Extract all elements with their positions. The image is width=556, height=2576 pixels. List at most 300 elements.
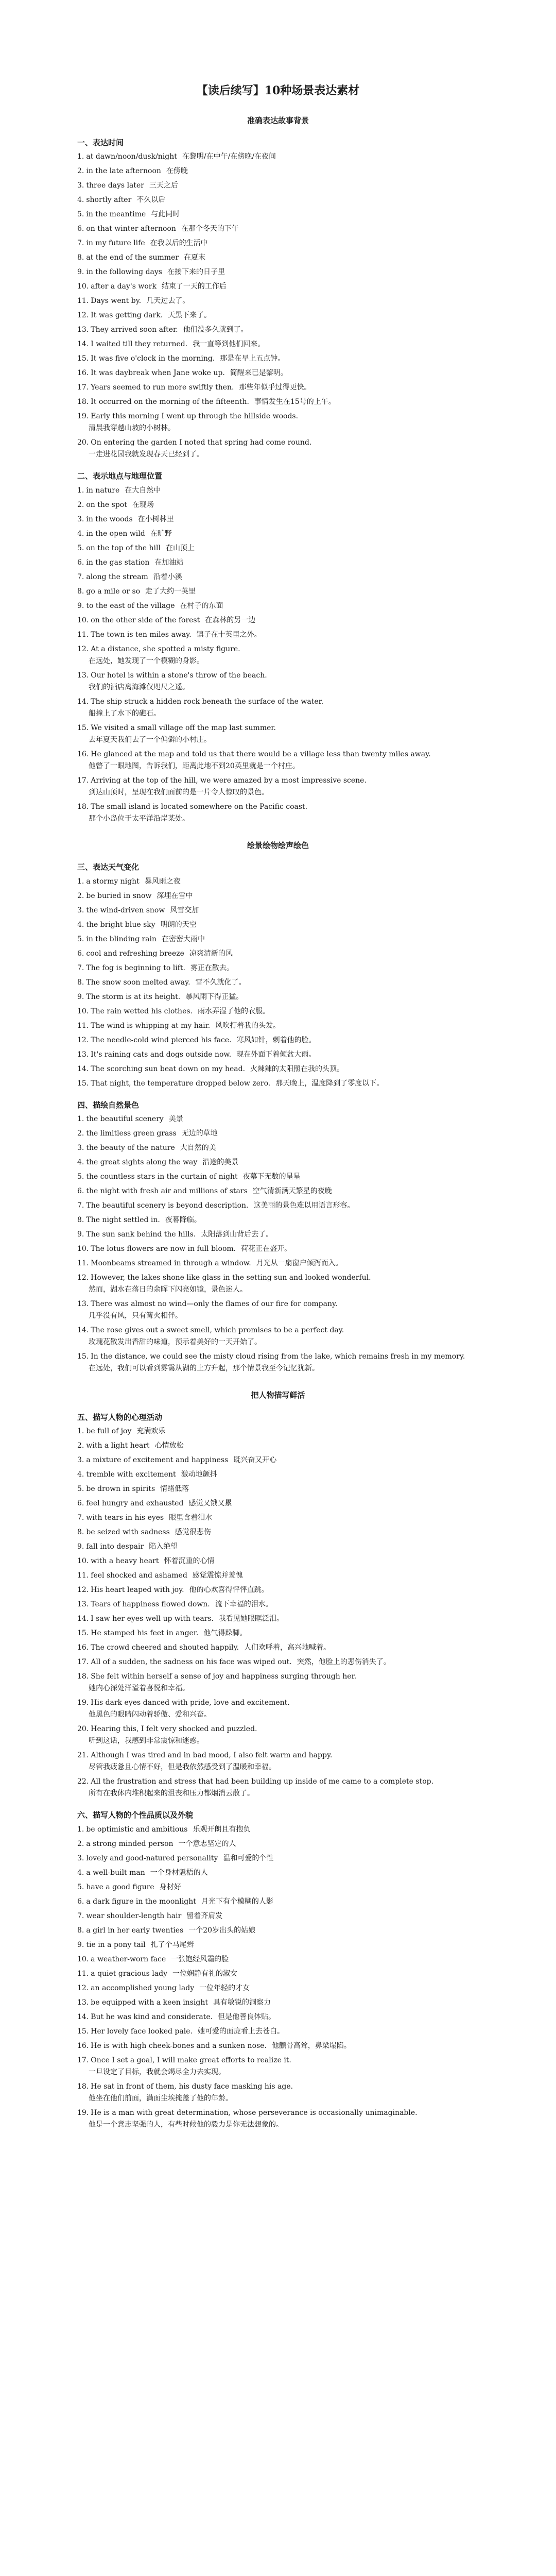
item-number: 2. <box>77 1839 84 1848</box>
item-chinese: 雨水弄湿了他的衣服。 <box>198 1007 270 1015</box>
item-number: 18. <box>77 1672 89 1681</box>
list-item <box>77 209 479 220</box>
list-item <box>77 1351 479 1374</box>
item-number: 10. <box>77 1557 89 1565</box>
item-english: on the top of the hill <box>86 544 161 552</box>
item-number: 6. <box>77 1897 84 1906</box>
item-english: In the distance, we could see the misty cloud rising from the lake, which remains fresh in my memory. <box>91 1352 465 1361</box>
item-translation: 她内心深处洋溢着喜悦和幸福。 <box>89 1684 189 1692</box>
item-chinese: 那是在早上五点钟。 <box>220 354 285 363</box>
item-chinese: 几天过去了。 <box>146 297 190 305</box>
item-translation: 尽管我疲惫且心情不好，但是我依然感受到了温暖和幸福。 <box>89 1763 276 1771</box>
item-number: 19. <box>77 1699 89 1707</box>
item-number: 12. <box>77 1984 89 1992</box>
item-number: 10. <box>77 1245 89 1253</box>
item-english: a quiet gracious lady <box>91 1969 167 1978</box>
item-translation: 他黑色的眼睛闪动着骄傲、爱和兴奋。 <box>89 1710 211 1719</box>
item-number: 14. <box>77 2012 89 2021</box>
item-chinese: 在那个冬天的下午 <box>181 225 239 233</box>
part-heading: 绘景绘物绘声绘色 <box>247 840 309 850</box>
item-chinese: 天黑下来了。 <box>168 311 212 319</box>
list-item <box>77 1215 479 1226</box>
item-english: She felt within herself a sense of joy and happiness surging through her. <box>91 1672 357 1681</box>
item-chinese: 一个意志坚定的人 <box>178 1839 236 1848</box>
item-english: At a distance, she spotted a misty figure. <box>91 645 240 653</box>
item-english: The night settled in. <box>86 1216 160 1224</box>
list-item <box>77 382 479 393</box>
item-chinese: 寒风如针，刺着他的脸。 <box>236 1036 316 1044</box>
item-number: 16. <box>77 1643 89 1652</box>
item-number: 7. <box>77 1911 84 1920</box>
item-list <box>77 151 479 460</box>
item-number: 10. <box>77 1007 89 1015</box>
item-english: in the meantime <box>86 210 146 218</box>
item-english: There was almost no wind—only the flames of our fire for company. <box>91 1300 338 1308</box>
item-chinese: 镇子在十英里之外。 <box>196 630 262 639</box>
list-item <box>77 1940 479 1951</box>
item-list <box>77 1824 479 2130</box>
list-item <box>77 151 479 162</box>
item-number: 11. <box>77 1969 89 1978</box>
item-chinese: 身材好 <box>159 1883 181 1891</box>
list-item <box>77 238 479 249</box>
item-english: But he was kind and considerate. <box>91 2012 213 2021</box>
item-number: 4. <box>77 1158 84 1166</box>
item-chinese: 沿途的美景 <box>202 1158 239 1166</box>
item-number: 4. <box>77 1470 84 1479</box>
item-english: The fog is beginning to lift. <box>86 963 185 972</box>
list-item <box>77 1868 479 1878</box>
item-number: 11. <box>77 1571 89 1580</box>
item-english: after a day's work <box>91 282 157 291</box>
item-chinese: 凉爽清新的风 <box>189 949 233 958</box>
item-english: a stormy night <box>86 877 140 886</box>
item-english: Once I set a goal, I will make great efforts to realize it. <box>91 2056 291 2064</box>
item-number: 1. <box>77 152 84 161</box>
list-item <box>77 1698 479 1720</box>
list-item <box>77 905 479 916</box>
item-english: I saw her eyes well up with tears. <box>91 1615 214 1623</box>
list-item <box>77 2055 479 2078</box>
item-english: The rose gives out a sweet smell, which promises to be a perfect day. <box>91 1326 344 1334</box>
item-english: He sat in front of them, his dusty face masking his age. <box>91 2082 293 2091</box>
item-number: 21. <box>77 1751 89 1759</box>
item-english: lovely and good-natured personality <box>86 1854 218 1862</box>
item-english: on that winter afternoon <box>86 225 176 233</box>
item-chinese: 留着齐肩发 <box>186 1911 223 1920</box>
list-item <box>77 1671 479 1694</box>
item-english: the beauty of the nature <box>86 1144 175 1152</box>
list-item <box>77 1325 479 1348</box>
item-chinese: 感觉震惊并羞愧 <box>192 1571 243 1580</box>
item-number: 9. <box>77 601 84 610</box>
item-number: 16. <box>77 750 89 758</box>
item-english: in the open wild <box>86 529 145 538</box>
item-chinese: 荷花正在盛开。 <box>241 1245 292 1253</box>
item-english: in the blinding rain <box>86 935 157 943</box>
list-item <box>77 1599 479 1610</box>
list-item <box>77 1628 479 1639</box>
item-chinese: 既兴奋又开心 <box>233 1456 277 1464</box>
item-number: 12. <box>77 311 89 319</box>
item-chinese: 在森林的另一边 <box>205 616 256 624</box>
list-item <box>77 2026 479 2037</box>
item-number: 22. <box>77 1777 89 1786</box>
document-body <box>77 115 479 2130</box>
item-chinese: 风吹打着我的头发。 <box>215 1021 281 1030</box>
item-number: 10. <box>77 282 89 291</box>
item-english: a well-built man <box>86 1868 145 1877</box>
item-number: 9. <box>77 268 84 276</box>
list-item <box>77 1021 479 1031</box>
item-english: three days later <box>86 181 144 190</box>
item-chinese: 雪不久就化了。 <box>195 978 246 987</box>
list-item <box>77 601 479 612</box>
item-chinese: 明朗的天空 <box>160 920 197 929</box>
item-number: 11. <box>77 1021 89 1030</box>
item-english: to the east of the village <box>86 601 175 610</box>
item-english: with a heavy heart <box>91 1557 159 1565</box>
item-number: 9. <box>77 1940 84 1949</box>
item-english: be seized with sadness <box>86 1528 170 1536</box>
list-item <box>77 1157 479 1168</box>
list-item <box>77 1657 479 1668</box>
item-chinese: 在加油站 <box>154 558 184 567</box>
item-chinese: 他颧骨高耸，鼻梁塌陷。 <box>271 2041 351 2050</box>
item-chinese: 眼里含着泪水 <box>169 1514 213 1522</box>
item-number: 8. <box>77 978 84 987</box>
item-english: Although I was tired and in bad mood, I also felt warm and happy. <box>91 1751 333 1759</box>
item-number: 8. <box>77 1216 84 1224</box>
list-item <box>77 1064 479 1075</box>
item-english: Hearing this, I felt very shocked and puzzled. <box>91 1725 257 1733</box>
list-item <box>77 1200 479 1211</box>
item-translation: 一走进花园我就发现春天已经到了。 <box>89 450 204 459</box>
item-english: Tears of happiness flowed down. <box>91 1600 210 1608</box>
list-item <box>77 500 479 511</box>
item-number: 14. <box>77 1326 89 1334</box>
item-chinese: 情绪低落 <box>160 1485 189 1493</box>
item-chinese: 一个20岁出头的姑娘 <box>188 1926 256 1935</box>
item-number: 7. <box>77 1514 84 1522</box>
item-english: the great sights along the way <box>86 1158 198 1166</box>
item-number: 5. <box>77 1883 84 1891</box>
item-english: be buried in snow <box>86 891 152 900</box>
item-number: 13. <box>77 1998 89 2007</box>
item-chinese: 人们欢呼着，高兴地喊着。 <box>244 1643 331 1652</box>
item-number: 1. <box>77 1115 84 1123</box>
item-chinese: 暴风雨之夜 <box>144 877 181 886</box>
item-english: with a light heart <box>86 1442 150 1450</box>
item-chinese: 走了大约一英里 <box>145 587 196 596</box>
item-number: 12. <box>77 645 89 653</box>
item-chinese: 无边的草地 <box>181 1129 218 1138</box>
list-item <box>77 1997 479 2008</box>
item-chinese: 月光从一扇窗户倾泻而入。 <box>256 1259 343 1267</box>
list-item <box>77 1911 479 1922</box>
item-chinese: 扎了个马尾辫 <box>150 1940 194 1949</box>
item-english: in the late afternoon <box>86 167 161 175</box>
item-number: 4. <box>77 529 84 538</box>
item-number: 3. <box>77 1854 84 1862</box>
item-english: shortly after <box>86 196 132 204</box>
item-number: 17. <box>77 1658 89 1666</box>
item-english: a weather-worn face <box>91 1955 166 1963</box>
item-english: tie in a pony tail <box>86 1940 146 1949</box>
item-english: The crowd cheered and shouted happily. <box>91 1643 239 1652</box>
item-english: That night, the temperature dropped below zero. <box>91 1079 271 1088</box>
item-number: 18. <box>77 2082 89 2091</box>
item-number: 17. <box>77 776 89 785</box>
item-chinese: 突然，他脸上的悲伤消失了。 <box>297 1658 391 1666</box>
item-number: 7. <box>77 239 84 247</box>
item-number: 5. <box>77 544 84 552</box>
item-english: All the frustration and stress that had been building up inside of me came to a complete stop. <box>91 1777 434 1786</box>
item-english: the beautiful scenery <box>86 1115 164 1123</box>
item-english: The storm is at its height. <box>86 992 181 1001</box>
item-number: 14. <box>77 1615 89 1623</box>
item-english: On entering the garden I noted that spring had come round. <box>91 438 312 447</box>
item-english: It occurred on the morning of the fifteenth. <box>91 398 249 406</box>
item-number: 12. <box>77 1036 89 1044</box>
list-item <box>77 1570 479 1581</box>
item-translation: 那个小岛位于太平洋沿岸某处。 <box>89 814 189 823</box>
list-item <box>77 948 479 959</box>
item-english: the limitless green grass <box>86 1129 177 1138</box>
item-number: 6. <box>77 1187 84 1195</box>
item-number: 16. <box>77 2041 89 2050</box>
list-item <box>77 310 479 321</box>
list-item <box>77 644 479 667</box>
item-translation: 在远处，她发现了一个模糊的身影。 <box>89 656 204 665</box>
list-item <box>77 1172 479 1182</box>
item-number: 4. <box>77 920 84 929</box>
item-english: Moonbeams streamed in through a window. <box>91 1259 251 1267</box>
item-english: on the other side of the forest <box>91 616 200 624</box>
list-item <box>77 749 479 772</box>
item-list <box>77 1426 479 1799</box>
item-chinese: 三天之后 <box>149 181 178 190</box>
item-chinese: 在旷野 <box>150 529 172 538</box>
item-chinese: 夜幕降临。 <box>165 1216 201 1224</box>
item-chinese: 大自然的美 <box>180 1144 216 1152</box>
item-english: the wind-driven snow <box>86 906 165 914</box>
item-number: 4. <box>77 1868 84 1877</box>
item-number: 9. <box>77 1543 84 1551</box>
item-chinese: 怀着沉重的心情 <box>164 1557 215 1565</box>
list-item <box>77 1049 479 1060</box>
list-item <box>77 1556 479 1567</box>
document-title: 【读后续写】10种场景表达素材 <box>196 84 360 97</box>
list-item <box>77 1498 479 1509</box>
list-item <box>77 1299 479 1321</box>
item-number: 11. <box>77 630 89 639</box>
list-item <box>77 180 479 191</box>
item-chinese: 在我以后的生活中 <box>150 239 208 247</box>
item-english: His heart leaped with joy. <box>91 1586 184 1594</box>
item-english: along the stream <box>86 572 148 581</box>
item-chinese: 雾正在散去。 <box>190 963 234 972</box>
item-chinese: 在村子的东面 <box>180 601 223 610</box>
item-english: The scorching sun beat down on my head. <box>91 1064 246 1073</box>
item-number: 12. <box>77 1274 89 1282</box>
item-number: 11. <box>77 1259 89 1267</box>
list-item <box>77 1824 479 1835</box>
item-english: with tears in his eyes <box>86 1514 164 1522</box>
item-number: 2. <box>77 1129 84 1138</box>
item-chinese: 感觉又饿又累 <box>188 1499 232 1507</box>
list-item <box>77 615 479 626</box>
item-english: The rain wetted his clothes. <box>91 1007 193 1015</box>
item-english: tremble with excitement <box>86 1470 176 1479</box>
item-english: be full of joy <box>86 1427 132 1435</box>
item-number: 3. <box>77 1144 84 1152</box>
item-chinese: 月光下有个模糊的人影 <box>201 1897 273 1906</box>
list-item <box>77 1513 479 1523</box>
item-chinese: 风雪交加 <box>170 906 199 914</box>
item-number: 15. <box>77 723 89 732</box>
item-chinese: 乐观开朗且有抱负 <box>193 1825 251 1834</box>
item-list <box>77 1114 479 1374</box>
list-item <box>77 1925 479 1936</box>
item-chinese: 流下幸福的泪水。 <box>215 1600 273 1608</box>
item-chinese: 他气得跺脚。 <box>203 1629 247 1637</box>
item-number: 3. <box>77 181 84 190</box>
list-item <box>77 529 479 539</box>
list-item <box>77 670 479 693</box>
item-translation: 去年夏天我们去了一个偏僻的小村庄。 <box>89 735 211 744</box>
item-english: the night with fresh air and millions of stars <box>86 1187 248 1195</box>
item-number: 7. <box>77 963 84 972</box>
item-english: feel shocked and ashamed <box>91 1571 187 1580</box>
list-item <box>77 1035 479 1046</box>
item-number: 8. <box>77 1528 84 1536</box>
item-english: Days went by. <box>91 297 142 305</box>
item-chinese: 在小树林里 <box>137 515 174 523</box>
list-item <box>77 876 479 887</box>
item-number: 14. <box>77 1064 89 1073</box>
item-number: 14. <box>77 340 89 348</box>
item-number: 5. <box>77 1173 84 1181</box>
item-chinese: 一个身材魁梧的人 <box>150 1868 208 1877</box>
list-item <box>77 1750 479 1773</box>
list-item <box>77 1969 479 1979</box>
item-chinese: 事情发生在15号的上午。 <box>254 398 336 406</box>
item-number: 5. <box>77 210 84 218</box>
item-translation: 他坐在他们前面，满面尘埃掩盖了他的年龄。 <box>89 2094 233 2103</box>
item-number: 13. <box>77 1600 89 1608</box>
item-number: 16. <box>77 369 89 377</box>
item-chinese: 在夏末 <box>184 253 206 262</box>
item-english: It was daybreak when Jane woke up. <box>91 369 225 377</box>
item-english: The sun sank behind the hills. <box>86 1230 196 1239</box>
item-english: in the gas station <box>86 558 150 567</box>
item-chinese: 在现场 <box>132 500 154 509</box>
item-english: feel hungry and exhausted <box>86 1499 184 1507</box>
item-chinese: 一张饱经风霜的脸 <box>171 1955 229 1963</box>
item-chinese: 充满欢乐 <box>136 1427 166 1435</box>
item-number: 6. <box>77 1499 84 1507</box>
section-heading: 六、描写人物的个性品质以及外貌 <box>77 1810 194 1820</box>
list-item <box>77 1426 479 1437</box>
list-item <box>77 723 479 745</box>
item-chinese: 火辣辣的太阳照在我的头顶。 <box>250 1064 344 1073</box>
list-item <box>77 697 479 719</box>
list-item <box>77 1983 479 1994</box>
item-number: 2. <box>77 1442 84 1450</box>
item-number: 1. <box>77 1825 84 1834</box>
item-english: Arriving at the top of the hill, we were amazed by a most impressive scene. <box>91 776 367 785</box>
item-number: 14. <box>77 697 89 706</box>
item-number: 5. <box>77 1485 84 1493</box>
list-item <box>77 368 479 379</box>
item-chinese: 心情放松 <box>154 1442 184 1450</box>
item-number: 6. <box>77 949 84 958</box>
item-list <box>77 876 479 1089</box>
list-item <box>77 1839 479 1850</box>
list-item <box>77 1244 479 1255</box>
item-chinese: 不久以后 <box>136 196 166 204</box>
item-number: 15. <box>77 1079 89 1088</box>
item-number: 1. <box>77 1427 84 1435</box>
item-chinese: 那天晚上，温度降到了零度以下。 <box>275 1079 384 1088</box>
item-chinese: 夜幕下无数的星星 <box>242 1173 301 1181</box>
part-heading: 把人物描写鲜活 <box>251 1391 305 1400</box>
list-item <box>77 411 479 434</box>
list-item <box>77 353 479 364</box>
list-item <box>77 397 479 408</box>
list-item <box>77 802 479 824</box>
list-item <box>77 325 479 335</box>
item-chinese: 在黎明/在中午/在傍晚/在夜间 <box>182 152 276 161</box>
item-english: He is with high cheek-bones and a sunken nose. <box>91 2041 267 2050</box>
item-translation: 他瞥了一眼地图，告诉我们，距离此地不到20英里就是一个村庄。 <box>89 761 300 770</box>
list-item <box>77 224 479 234</box>
item-translation: 我们的酒店离海滩仅咫尺之遥。 <box>89 683 189 691</box>
section-heading: 三、表达天气变化 <box>77 862 140 872</box>
item-number: 6. <box>77 225 84 233</box>
item-number: 3. <box>77 1456 84 1464</box>
item-number: 15. <box>77 1352 89 1361</box>
item-number: 13. <box>77 671 89 680</box>
item-english: the countless stars in the curtain of night <box>86 1173 238 1181</box>
item-number: 13. <box>77 1050 89 1059</box>
list-item <box>77 1614 479 1624</box>
item-english: a mixture of excitement and happiness <box>86 1456 229 1464</box>
item-english: fall into despair <box>86 1543 144 1551</box>
list-item <box>77 2081 479 2104</box>
list-item <box>77 1078 479 1089</box>
item-number: 8. <box>77 587 84 596</box>
list-item <box>77 920 479 930</box>
section-heading: 五、描写人物的心理活动 <box>77 1412 163 1422</box>
item-english: at the end of the summer <box>86 253 179 262</box>
item-translation: 清晨我穿越山坡的小树林。 <box>89 424 175 432</box>
item-english: The needle-cold wind pierced his face. <box>91 1036 232 1044</box>
item-number: 10. <box>77 616 89 624</box>
item-chinese: 空气清新满天繁星的夜晚 <box>252 1187 332 1195</box>
list-item <box>77 1541 479 1552</box>
item-chinese: 陷入绝望 <box>149 1543 178 1551</box>
item-chinese: 我一直等到他们回来。 <box>193 340 265 348</box>
list-item <box>77 281 479 292</box>
item-english: be drown in spirits <box>86 1485 155 1493</box>
item-english: be optimistic and ambitious <box>86 1825 188 1834</box>
item-translation: 然而，湖水在落日的余晖下闪亮如镜，景色迷人。 <box>89 1285 247 1294</box>
item-number: 15. <box>77 2027 89 2036</box>
item-english: The small island is located somewhere on the Pacific coast. <box>91 802 308 811</box>
list-item <box>77 992 479 1003</box>
